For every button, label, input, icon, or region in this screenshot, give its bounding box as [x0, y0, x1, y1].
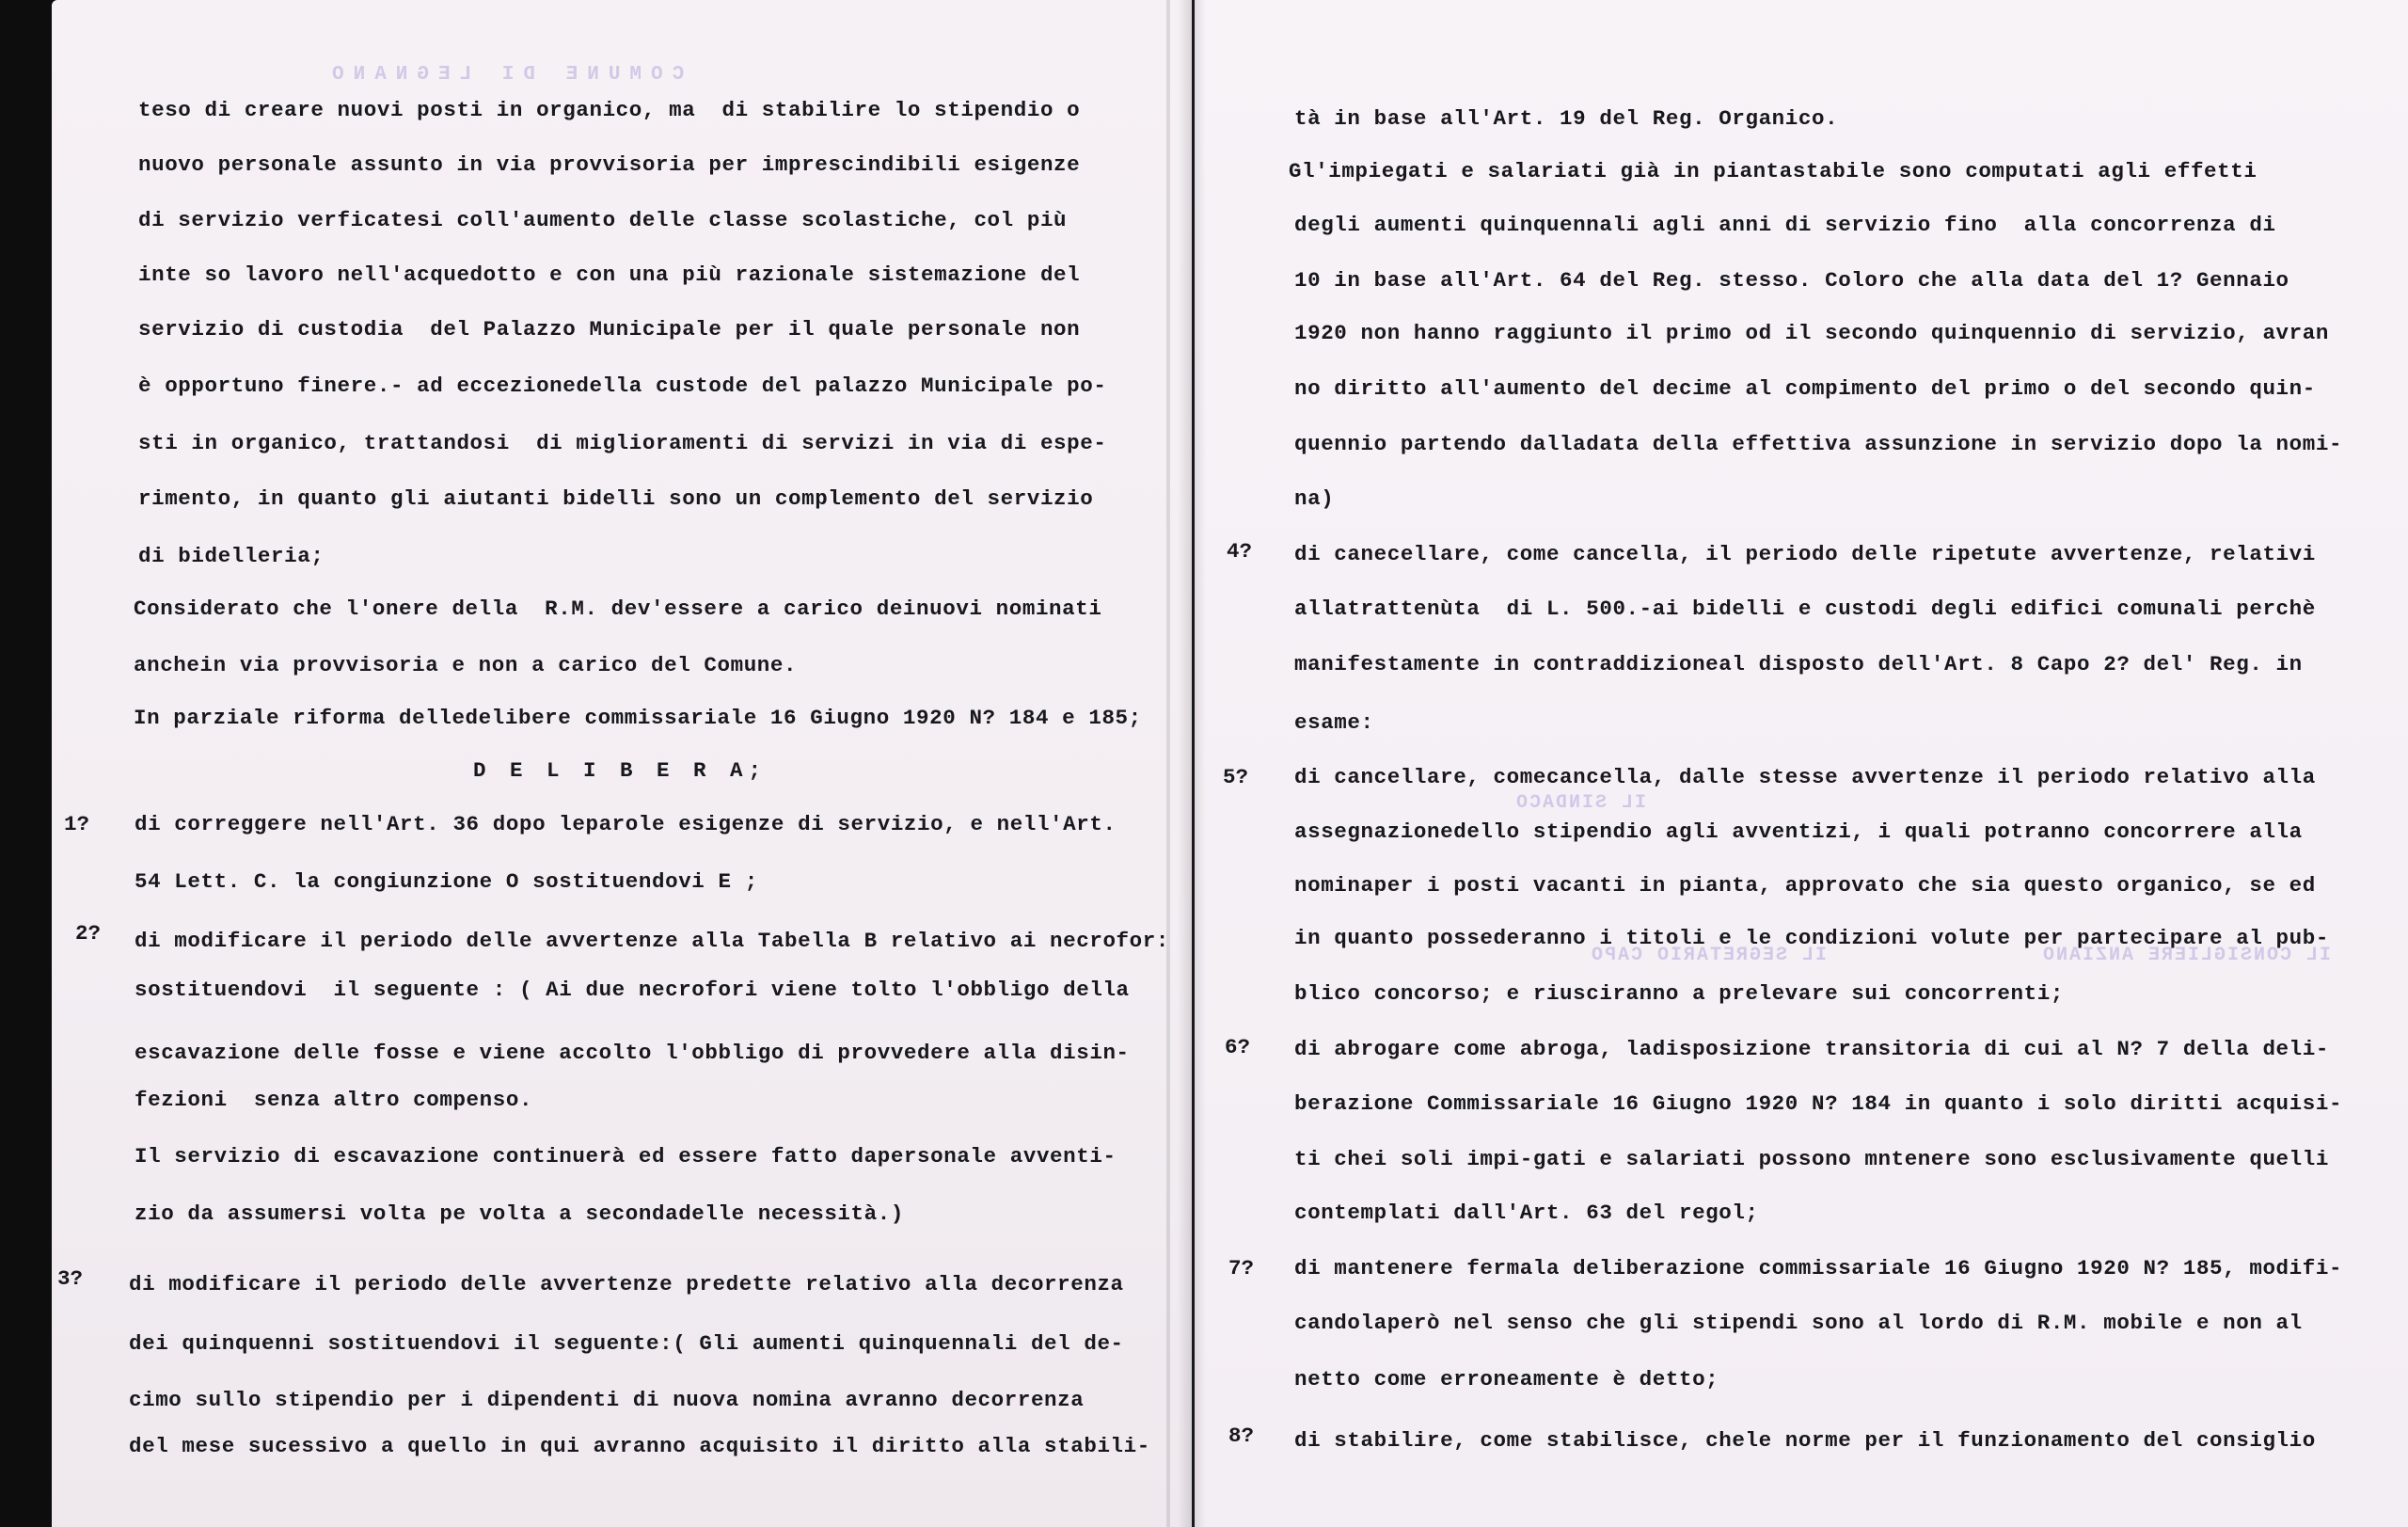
text-line: na)	[1294, 486, 1335, 511]
text-line: 1920 non hanno raggiunto il primo od il secondo quinquennio di servizio, avran	[1294, 321, 2329, 345]
text-line: nuovo personale assunto in via provvisoria per imprescindibili esigenze	[138, 152, 1081, 177]
text-line: di cancellare, comecancella, dalle stesse avvertenze il periodo relativo alla	[1294, 765, 2316, 789]
text-line: ti chei soli impi-gati e salariati possono mntenere sono esclusivamente quelli	[1294, 1147, 2329, 1171]
text-line: nominaper i posti vacanti in pianta, approvato che sia questo organico, se ed	[1294, 873, 2316, 898]
bleed-through-consigliere: IL CONSIGLIERE ANZIANO	[2041, 945, 2332, 966]
left-page	[52, 0, 1192, 1527]
text-line: del mese sucessivo a quello in qui avranno acquisito il diritto alla stabili-	[129, 1434, 1150, 1458]
text-line: servizio di custodia del Palazzo Municipale per il quale personale non	[138, 317, 1081, 342]
text-line: di stabilire, come stabilisce, chele norme per il funzionamento del consiglio	[1294, 1428, 2316, 1453]
bleed-through-segretario: IL SEGRETARIO CAPO	[1590, 945, 1828, 966]
text-line: di modificare il periodo delle avvertenze alla Tabella B relativo ai necrofor:	[135, 929, 1169, 953]
text-line: escavazione delle fosse e viene accolto l'obbligo di provvedere alla disin-	[135, 1041, 1130, 1065]
text-line: inte so lavoro nell'acquedotto e con una più razionale sistemazione del	[138, 262, 1081, 287]
text-line: di correggere nell'Art. 36 dopo leparole esigenze di servizio, e nell'Art.	[135, 812, 1117, 836]
bleed-through-sindaco: IL SINDACO	[1514, 792, 1647, 814]
text-line: fezioni senza altro compenso.	[135, 1088, 533, 1112]
text-line: Il servizio di escavazione continuerà ed essere fatto dapersonale avventi-	[135, 1144, 1117, 1169]
text-line: In parziale riforma delledelibere commissariale 16 Giugno 1920 N? 184 e 185;	[134, 706, 1142, 730]
text-line: 10 in base all'Art. 64 del Reg. stesso. Coloro che alla data del 1? Gennaio	[1294, 268, 2289, 293]
text-line: di canecellare, come cancella, il periodo delle ripetute avvertenze, relativi	[1294, 542, 2316, 566]
text-line: esame:	[1294, 710, 1374, 735]
text-line: Considerato che l'onere della R.M. dev'essere a carico deinuovi nominati	[134, 596, 1102, 621]
bleed-through-header: COMUNE DI LEGNANO	[323, 64, 685, 86]
text-line: sti in organico, trattandosi di miglioramenti di servizi in via di espe-	[138, 431, 1107, 455]
item-number: 2?	[75, 921, 102, 946]
page-gutter	[1178, 0, 1206, 1527]
item-number: 7?	[1228, 1256, 1255, 1280]
text-line: in quanto possederanno i titoli e le condizioni volute per partecipare al pub-	[1294, 926, 2329, 950]
text-line: di bidelleria;	[138, 544, 325, 568]
binding-edge	[1166, 0, 1170, 1527]
text-line: di mantenere fermala deliberazione commissariale 16 Giugno 1920 N? 185, modifi-	[1294, 1256, 2343, 1280]
text-line: contemplati dall'Art. 63 del regol;	[1294, 1201, 1759, 1225]
right-page	[1195, 0, 2408, 1527]
text-line: netto come erroneamente è detto;	[1294, 1367, 1719, 1392]
text-line: teso di creare nuovi posti in organico, ma di stabilire lo stipendio o	[138, 98, 1081, 122]
text-line: di modificare il periodo delle avvertenze predette relativo alla decorrenza	[129, 1272, 1124, 1296]
text-line: assegnazionedello stipendio agli avventizi, i quali potranno concorrere alla	[1294, 819, 2303, 844]
text-line: cimo sullo stipendio per i dipendenti di nuova nomina avranno decorrenza	[129, 1388, 1085, 1412]
text-line: sostituendovi il seguente : ( Ai due necrofori viene tolto l'obbligo della	[135, 978, 1130, 1002]
text-line: di servizio verficatesi coll'aumento delle classe scolastiche, col più	[138, 208, 1068, 232]
text-line: rimento, in quanto gli aiutanti bidelli sono un complemento del servizio	[138, 486, 1094, 511]
item-number: 8?	[1228, 1424, 1255, 1448]
text-line: degli aumenti quinquennali agli anni di servizio fino alla concorrenza di	[1294, 213, 2276, 237]
text-line: candolaperò nel senso che gli stipendi sono al lordo di R.M. mobile e non al	[1294, 1311, 2303, 1335]
text-line: berazione Commissariale 16 Giugno 1920 N? 184 in quanto i solo diritti acquisi-	[1294, 1091, 2343, 1116]
text-line: di abrogare come abroga, ladisposizione transitoria di cui al N? 7 della deli-	[1294, 1037, 2329, 1061]
text-line: Gl'impiegati e salariati già in piantastabile sono computati agli effetti	[1289, 159, 2258, 183]
text-line: tà in base all'Art. 19 del Reg. Organico.	[1294, 106, 1839, 131]
text-line: anchein via provvisoria e non a carico del Comune.	[134, 653, 798, 677]
text-line: 54 Lett. C. la congiunzione O sostituendovi E ;	[135, 869, 758, 894]
item-number: 3?	[57, 1266, 84, 1291]
text-line: allatrattenùta di L. 500.-ai bidelli e custodi degli edifici comunali perchè	[1294, 596, 2316, 621]
text-line: zio da assumersi volta pe volta a secondadelle necessità.)	[135, 1201, 904, 1226]
text-line: manifestamente in contraddizioneal disposto dell'Art. 8 Capo 2? del' Reg. in	[1294, 652, 2303, 676]
item-number: 6?	[1225, 1035, 1251, 1059]
text-line: blico concorso; e riusciranno a prelevare sui concorrenti;	[1294, 981, 2064, 1006]
text-line: quennio partendo dalladata della effettiva assunzione in servizio dopo la nomi-	[1294, 432, 2343, 456]
item-number: 1?	[64, 812, 90, 836]
text-line: no diritto all'aumento del decime al compimento del primo o del secondo quin-	[1294, 376, 2316, 401]
item-number: 5?	[1223, 765, 1249, 789]
text-line: dei quinquenni sostituendovi il seguente:( Gli aumenti quinquennali del de-	[129, 1331, 1124, 1356]
item-number: 4?	[1227, 539, 1253, 564]
delibera-heading: D E L I B E R A;	[473, 758, 768, 783]
text-line: è opportuno finere.- ad eccezionedella custode del palazzo Municipale po-	[138, 374, 1107, 398]
